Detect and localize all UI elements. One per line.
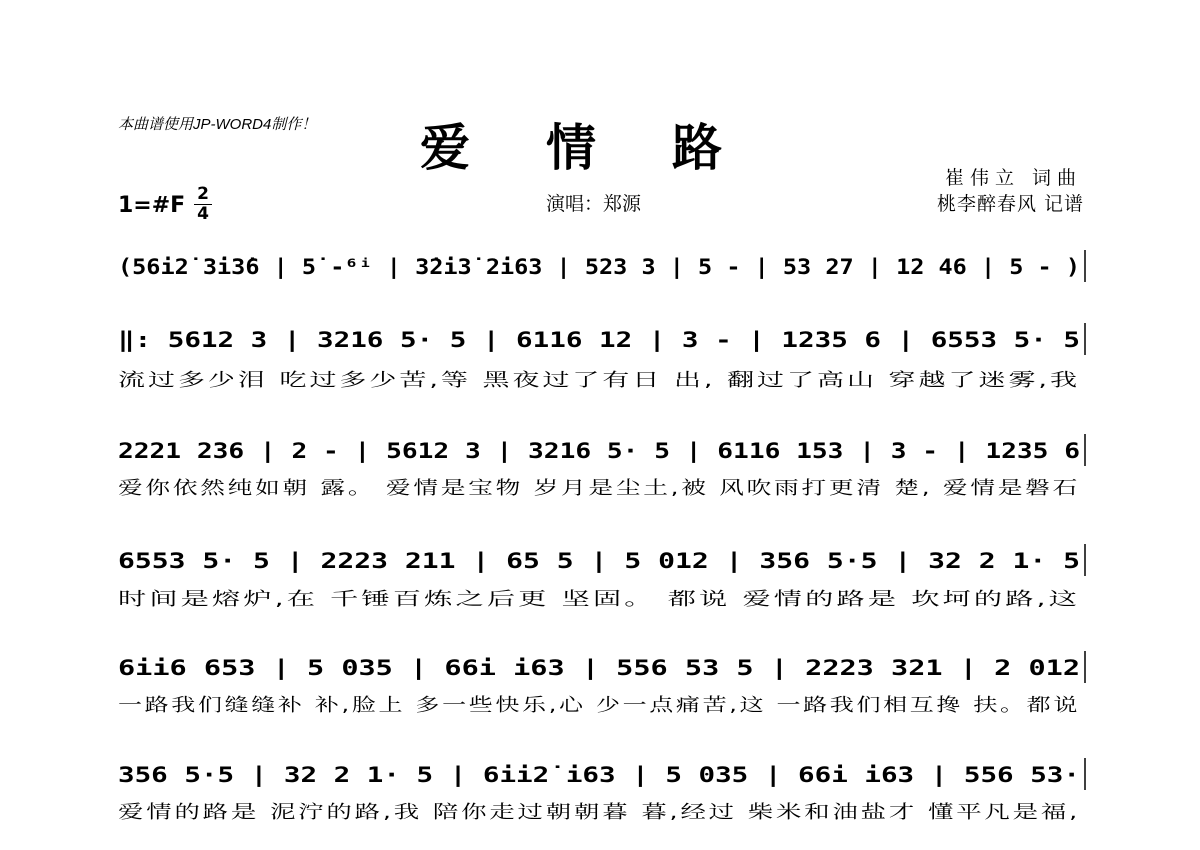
made-with-note: 本曲谱使用JP-WORD4制作！	[118, 116, 317, 133]
score-system-notes: 356 5·5 | 32 2 1· 5 | 6ii2̇ i63 | 5 035 | 66i i63 | 556 53·	[118, 763, 852, 787]
score-system-lyrics: 流过多少泪 吃过多少苦,等 黑夜过了有日 出, 翻过了高山 穿越了迷雾,我	[118, 370, 1080, 391]
score-system-notes: 6ii6 653 | 5 035 | 66i i63 | 556 53 5 | 2223 321 | 2 012	[118, 656, 827, 680]
song-title: 爱情路	[420, 118, 798, 177]
score-system-lyrics: 一路我们缝缝补 补,脸上 多一些快乐,心 少一点痛苦,这 一路我们相互搀 扶。都说	[118, 695, 1080, 716]
transcriber-credit: 桃李醉春风 记谱	[936, 193, 1084, 215]
time-signature-bottom: 4	[197, 204, 209, 224]
singer-credit: 演唱：郑源	[546, 193, 642, 215]
lyricist-composer-credit: 崔伟立 词曲	[944, 167, 1082, 189]
score-system-notes: 2221 236 | 2 - | 5612 3 | 3216 5· 5 | 6116 153 | 3 - | 1235 6	[118, 439, 890, 463]
score-system-notes: ‖: 5612 3 | 3216 5· 5 | 6116 12 | 3 - | 1235 6 | 6553 5· 5	[118, 328, 852, 352]
time-signature	[194, 186, 212, 223]
score-system-notes: (56i2̇ 3̇i3̇6 | 5̇ -⁶ⁱ | 3̇2̇i3̇ 2̇i63 | 523 3 | 5 - | 53 27 | 12 46 | 5 - )	[118, 255, 978, 279]
key-signature: 1=#F	[118, 193, 186, 218]
score-system-lyrics: 爱你依然纯如朝 露。 爱情是宝物 岁月是尘土,被 风吹雨打更清 楚, 爱情是磐石	[118, 478, 1080, 499]
score-system-notes: 6553 5· 5 | 2223 211 | 65 5 | 5 012 | 356 5·5 | 32 2 1· 5	[118, 549, 839, 573]
time-signature-top: 2	[197, 184, 209, 204]
score-system-lyrics: 时间是熔炉,在 千锤百炼之后更 坚固。 都说 爱情的路是 坎坷的路,这	[118, 589, 733, 610]
score-system-lyrics: 爱情的路是 泥泞的路,我 陪你走过朝朝暮 暮,经过 柴米和油盐才 懂平凡是福,	[118, 802, 1080, 823]
